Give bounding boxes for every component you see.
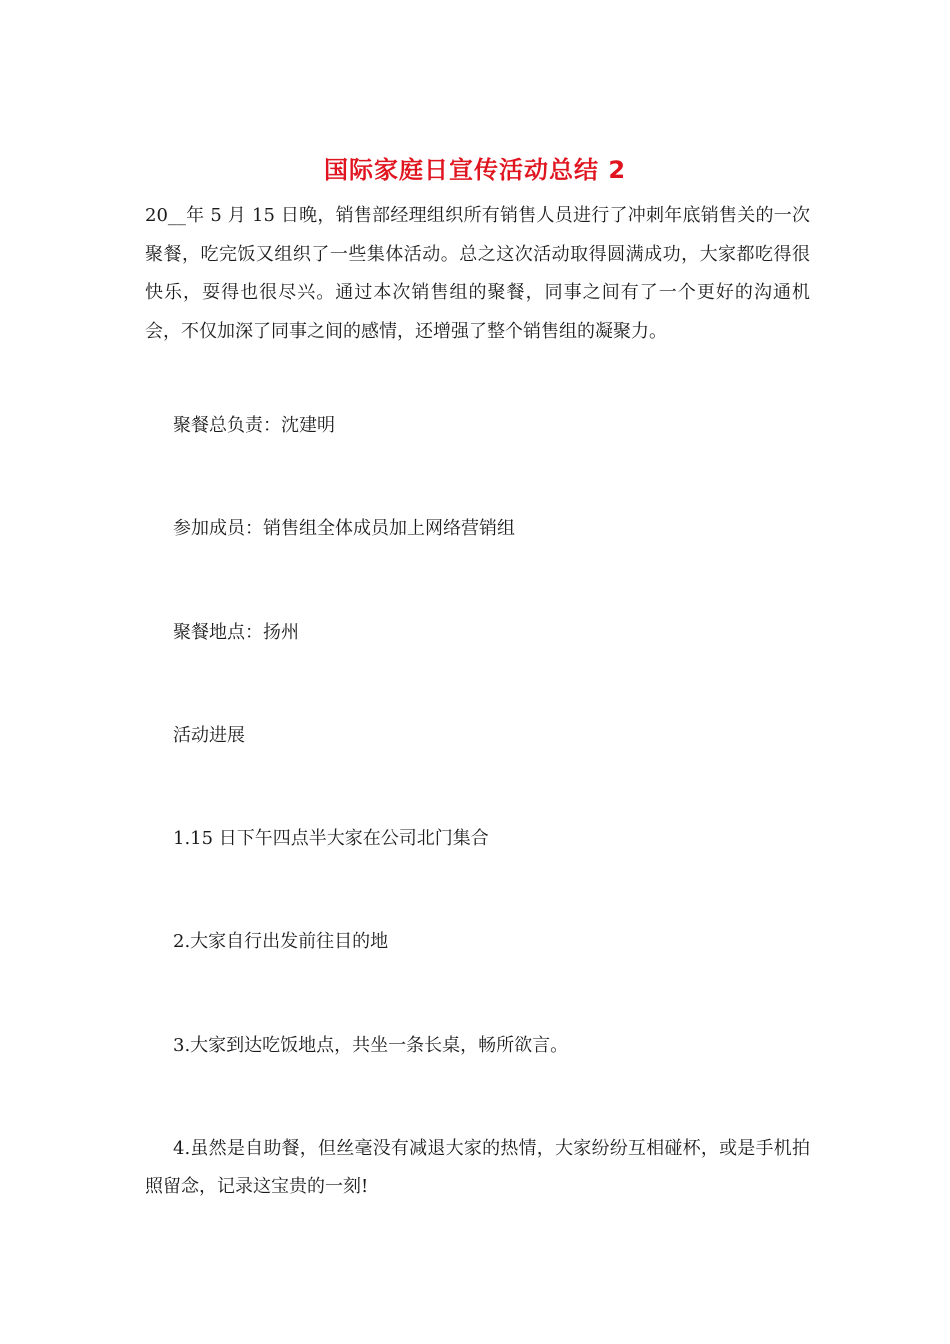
progress-heading: 活动进展 — [173, 725, 245, 746]
step-item: 1.15 日下午四点半大家在公司北门集合 — [173, 828, 489, 849]
members-line: 参加成员：销售组全体成员加上网络营销组 — [173, 518, 515, 539]
intro-paragraph: 20__年 5 月 15 日晚，销售部经理组织所有销售人员进行了冲刺年底销售关的一次聚餐，吃完饭又组织了一些集体活动。总之这次活动取得圆满成功，大家都吃得很快乐，耍得也很尽兴。通过本次销售组的聚餐，同事之间有了一个更好的沟通机会，不仅加深了同事之间的感情，还增强了整个销售组的凝聚力。 — [145, 205, 810, 342]
document-title: 国际家庭日宣传活动总结 2 — [323, 156, 627, 184]
location-line: 聚餐地点：扬州 — [173, 622, 299, 643]
step-item: 2.大家自行出发前往目的地 — [173, 931, 389, 952]
step-item: 4.虽然是自助餐，但丝毫没有减退大家的热情，大家纷纷互相碰杯，或是手机拍照留念，记录这宝贵的一刻! — [145, 1138, 810, 1197]
organizer-line: 聚餐总负责：沈建明 — [173, 415, 335, 436]
step-item: 3.大家到达吃饭地点，共坐一条长桌，畅所欲言。 — [173, 1035, 569, 1056]
